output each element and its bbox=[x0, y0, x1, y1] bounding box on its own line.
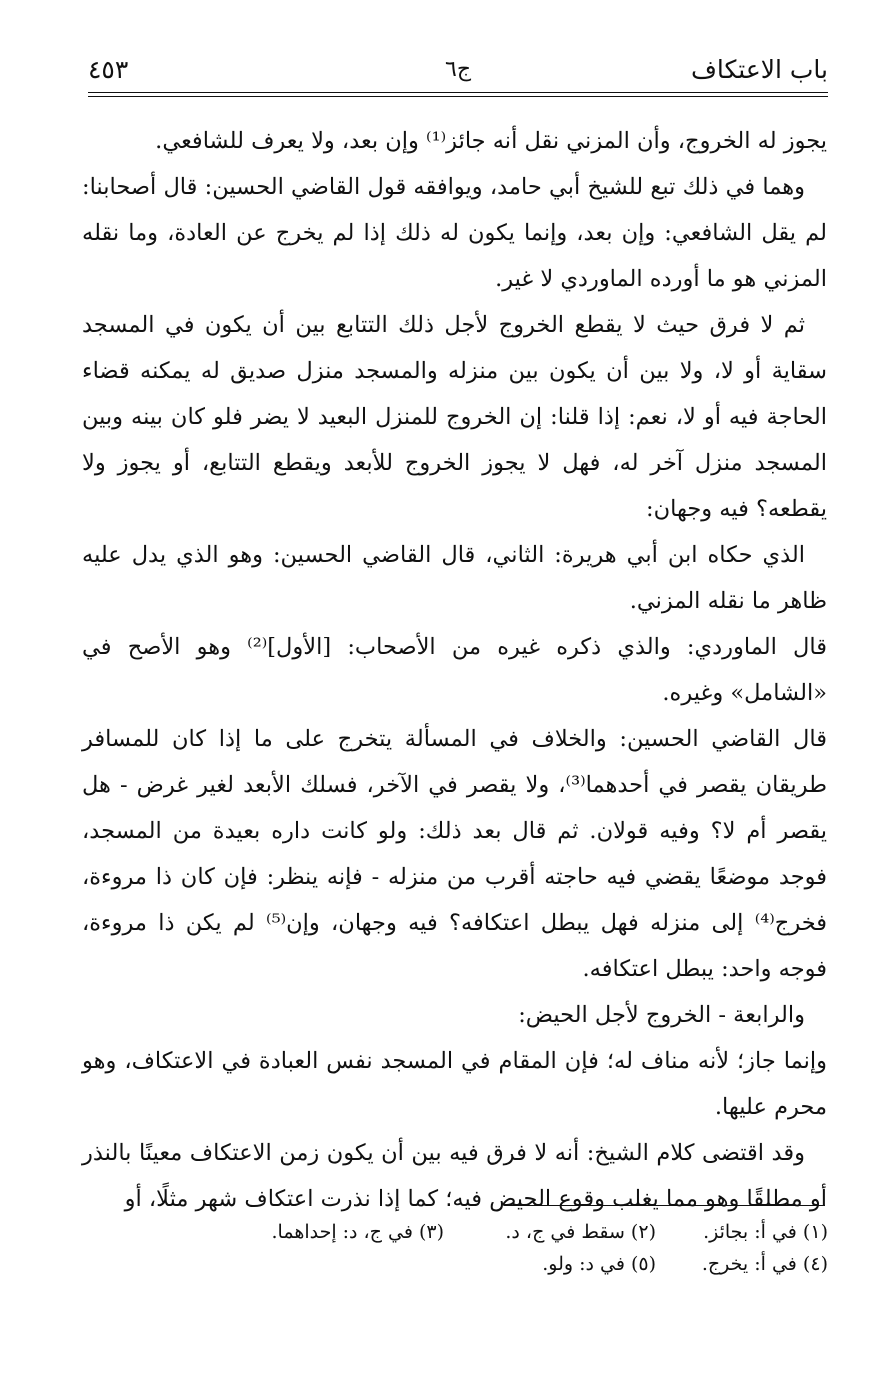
section-heading: والرابعة - الخروج لأجل الحيض: bbox=[518, 1002, 805, 1028]
volume-label: ج٦ bbox=[444, 57, 472, 82]
footnote-rule bbox=[505, 1205, 825, 1206]
running-header bbox=[88, 50, 828, 90]
paragraph: ثم لا فرق حيث لا يقطع الخروج لأجل ذلك التتابع بين أن يكون في المسجد سقاية أو لا، ولا بين أن يكون بين منزله والمسجد منزل صديق له يمكنه قضاء الحاجة فيه أو لا، نعم: إذا قلنا: إن الخروج للمنزل البعيد لا يضر فلو كان بينه وبين المسجد منزل آخر له، فهل لا يجوز الخروج للأبعد ويقطع التتابع، أو يجوز ولا يقطعه؟ فيه وجهان: bbox=[82, 312, 827, 522]
footnote-row bbox=[88, 1248, 828, 1280]
paragraph: قال القاضي الحسين: والخلاف في المسألة يتخرج على ما إذا كان للمسافر طريقان يقصر في أحدهما⁽³⁾، ولا يقصر في الآخر، فسلك الأبعد لغير غرض - هل يقصر أم لا؟ وفيه قولان. ثم قال بعد ذلك: ولو كانت داره بعيدة من المسجد، فوجد موضعًا يقضي فيه حاجته أقرب من منزله - فإنه ينظر: فإن كان ذا مروءة، فخرج⁽⁴⁾ إلى منزله فهل يبطل اعتكافه؟ فيه وجهان، وإن⁽⁵⁾ لم يكن ذا مروءة، فوجه واحد: يبطل اعتكافه. bbox=[82, 726, 828, 982]
paragraph: قال الماوردي: والذي ذكره غيره من الأصحاب: [الأول]⁽²⁾ وهو الأصح في «الشامل» وغيره. bbox=[82, 634, 827, 706]
header-rule-thick bbox=[88, 92, 828, 93]
paragraph: وهما في ذلك تبع للشيخ أبي حامد، ويوافقه قول القاضي الحسين: قال أصحابنا: لم يقل الشافعي: وإن بعد، وإنما يكون له ذلك إذا لم يخرج عن العادة، وما نقله المزني هو ما أورده الماوردي لا غير. bbox=[82, 174, 827, 292]
footnote-1: (١) في أ: بجائز. bbox=[703, 1221, 828, 1243]
main-text bbox=[82, 118, 827, 1222]
footnote-4: (٤) في أ: يخرج. bbox=[701, 1253, 828, 1275]
footnote-3: (٣) في ج، د: إحداهما. bbox=[271, 1221, 444, 1243]
page-number: ٤٥٣ bbox=[88, 55, 129, 84]
header-rule-thin bbox=[88, 96, 828, 97]
paragraph: الذي حكاه ابن أبي هريرة: الثاني، قال القاضي الحسين: وهو الذي يدل عليه ظاهر ما نقله المزني. bbox=[82, 542, 827, 614]
footnote-row bbox=[88, 1216, 828, 1248]
paragraph: يجوز له الخروج، وأن المزني نقل أنه جائز⁽¹⁾ وإن بعد، ولا يعرف للشافعي. bbox=[155, 128, 827, 154]
footnote-2: (٢) سقط في ج، د. bbox=[505, 1221, 656, 1243]
paragraph: وقد اقتضى كلام الشيخ: أنه لا فرق فيه بين أن يكون زمن الاعتكاف معينًا بالنذر أو مطلقًا وهو مما يغلب وقوع الحيض فيه؛ كما إذا نذرت اعتكاف شهر مثلًا، أو bbox=[82, 1140, 827, 1212]
footnotes bbox=[88, 1216, 828, 1280]
footnote-5: (٥) في د: ولو. bbox=[542, 1253, 656, 1275]
paragraph: وإنما جاز؛ لأنه مناف له؛ فإن المقام في المسجد نفس العبادة في الاعتكاف، وهو محرم عليها. bbox=[82, 1048, 827, 1120]
chapter-title: باب الاعتكاف bbox=[690, 55, 828, 84]
